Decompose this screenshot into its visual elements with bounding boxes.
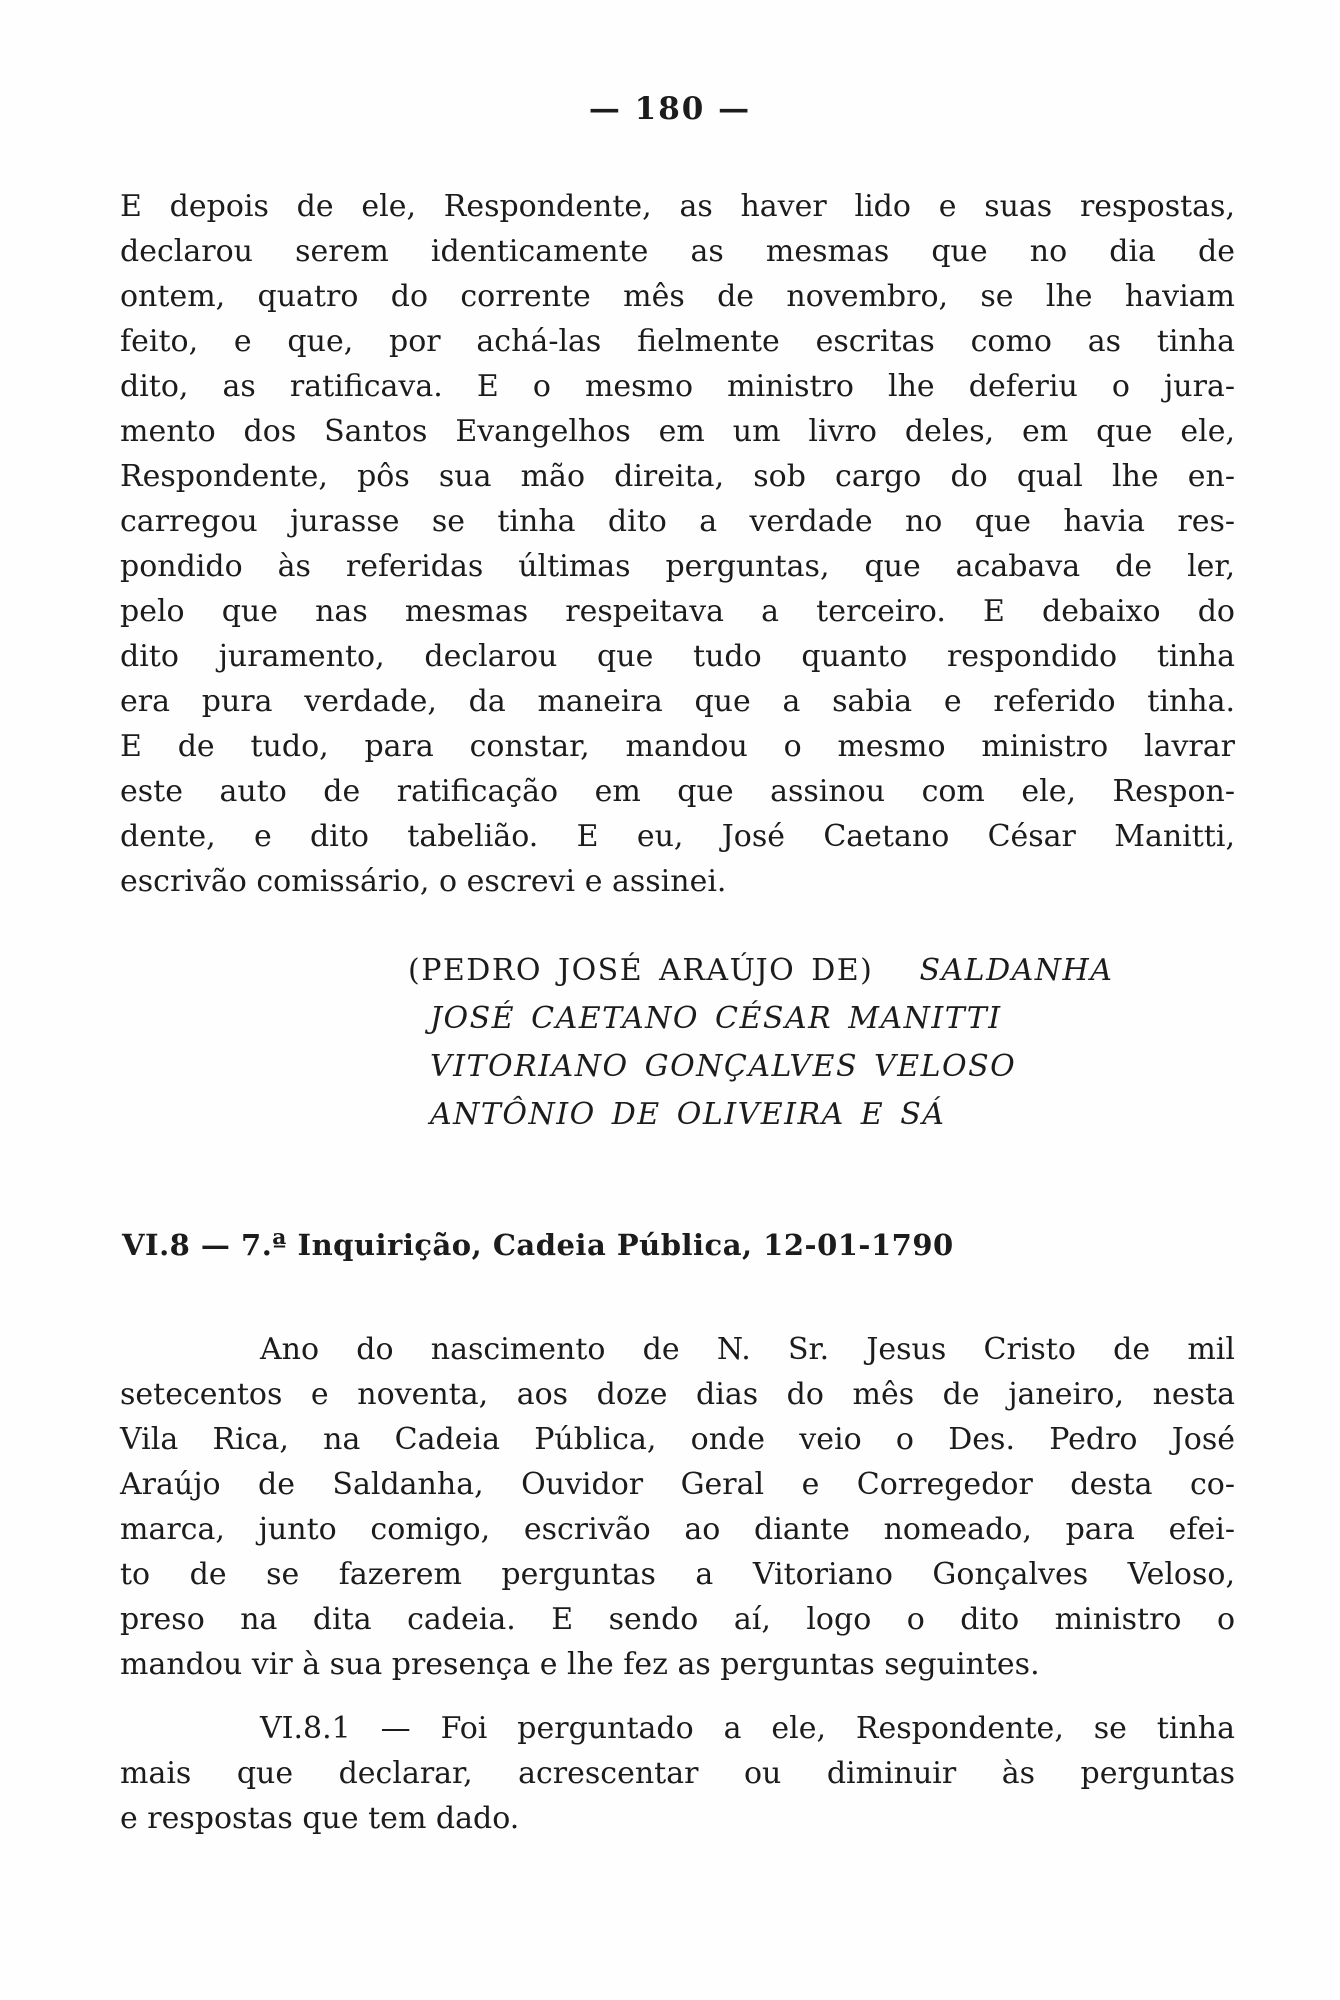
text-line: ontem, quatro do corrente mês de novembro, se lhe haviam [120,279,1235,314]
paragraph-inquiry-opening [120,1327,1235,1687]
text-line: Araújo de Saldanha, Ouvidor Geral e Corregedor desta co- [120,1467,1235,1502]
text-line: preso na dita cadeia. E sendo aí, logo o dito ministro o [120,1602,1235,1637]
signature-line [408,947,1340,995]
signature-attribution: (PEDRO JOSÉ ARAÚJO DE) [408,953,874,988]
text-line: era pura verdade, da maneira que a sabia e referido tinha. [120,684,1235,719]
signature-name-oliveira-e-sa: ANTÔNIO DE OLIVEIRA E SÁ [430,1097,946,1132]
text-line: E de tudo, para constar, mandou o mesmo ministro lavrar [120,729,1235,764]
text-line: Ano do nascimento de N. Sr. Jesus Cristo de mil [260,1332,1235,1367]
text-line: setecentos e noventa, aos doze dias do mês de janeiro, nesta [120,1377,1235,1412]
text-line: carregou jurasse se tinha dito a verdade no que havia res- [120,504,1235,539]
text-line: E depois de ele, Respondente, as haver lido e suas respostas, [120,189,1235,224]
text-line: escrivão comissário, o escrevi e assinei. [120,864,727,899]
signature-name-veloso: VITORIANO GONÇALVES VELOSO [430,1049,1017,1084]
section-heading: VI.8 — 7.ª Inquirição, Cadeia Pública, 12-01-1790 [122,1228,954,1262]
text-line: marca, junto comigo, escrivão ao diante nomeado, para efei- [120,1512,1235,1547]
text-line: e respostas que tem dado. [120,1801,520,1836]
signature-name-saldanha: SALDANHA [919,953,1114,988]
text-line: VI.8.1 — Foi perguntado a ele, Respondente, se tinha [260,1711,1235,1746]
signature-block [408,947,1340,1139]
text-line: Vila Rica, na Cadeia Pública, onde veio o Des. Pedro José [120,1422,1235,1457]
text-line: declarou serem identicamente as mesmas que no dia de [120,234,1235,269]
text-line: dente, e dito tabelião. E eu, José Caetano César Manitti, [120,819,1235,854]
page-number: — 180 — [588,91,752,127]
text-line: mais que declarar, acrescentar ou diminuir às perguntas [120,1756,1235,1791]
text-line: pelo que nas mesmas respeitava a terceiro. E debaixo do [120,594,1235,629]
text-line: este auto de ratificação em que assinou com ele, Respon- [120,774,1235,809]
paragraph-ratification [120,184,1235,904]
text-line: mandou vir à sua presença e lhe fez as perguntas seguintes. [120,1647,1040,1682]
text-line: pondido às referidas últimas perguntas, que acabava de ler, [120,549,1235,584]
text-line: to de se fazerem perguntas a Vitoriano Gonçalves Veloso, [120,1557,1235,1592]
text-line: dito juramento, declarou que tudo quanto respondido tinha [120,639,1235,674]
signature-name-manitti: JOSÉ CAETANO CÉSAR MANITTI [430,1001,1002,1036]
paragraph-question-vi-8-1 [120,1706,1235,1841]
text-line: mento dos Santos Evangelhos em um livro deles, em que ele, [120,414,1235,449]
text-line: dito, as ratificava. E o mesmo ministro lhe deferiu o jura- [120,369,1235,404]
text-line: feito, e que, por achá-las fielmente escritas como as tinha [120,324,1235,359]
text-line: Respondente, pôs sua mão direita, sob cargo do qual lhe en- [120,459,1235,494]
